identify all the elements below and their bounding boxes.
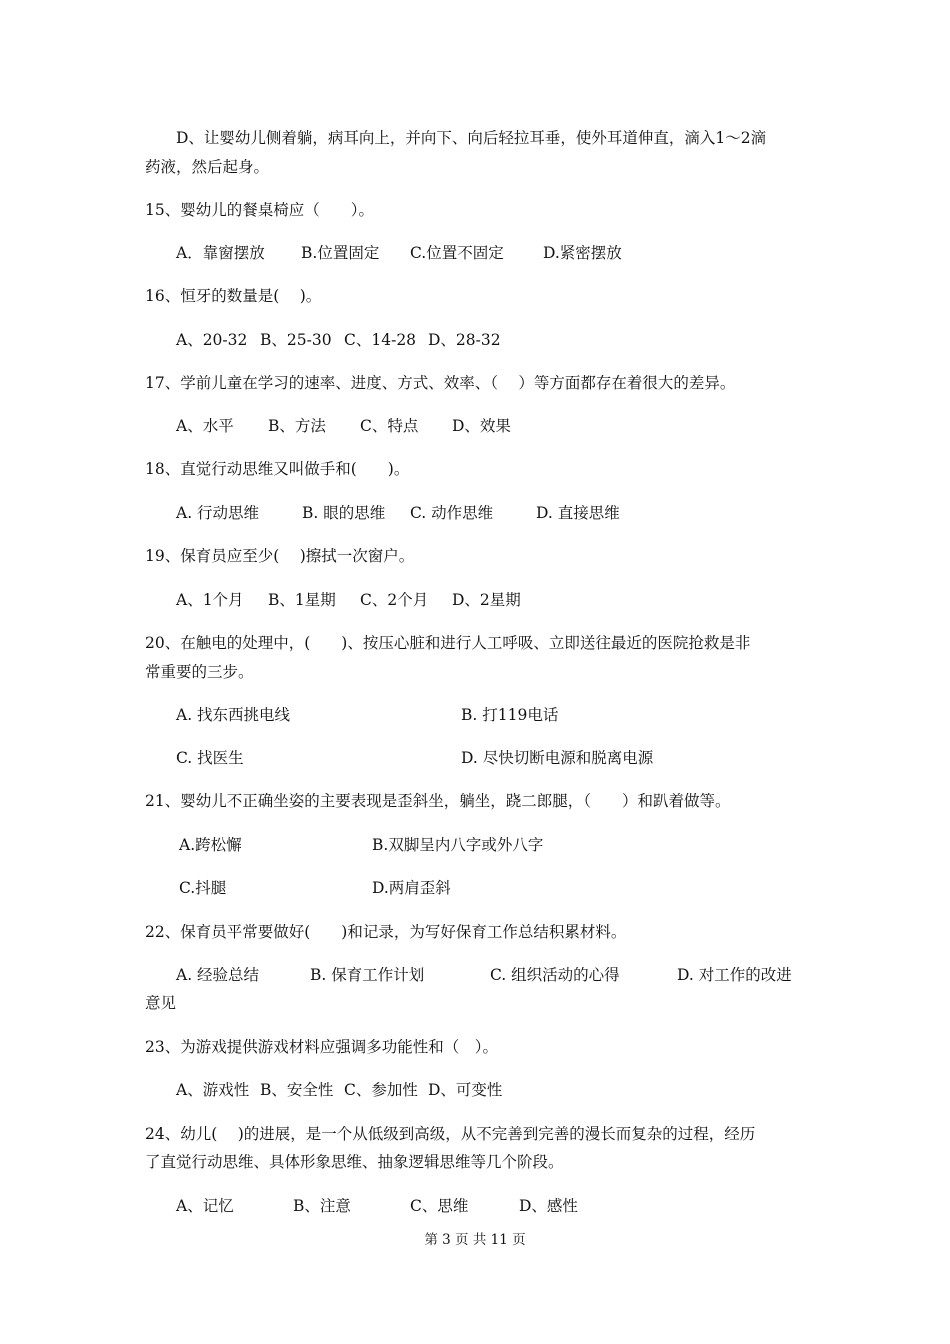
q18-stem: 18、直觉行动思维又叫做手和( )。 bbox=[145, 460, 410, 478]
q22-option-d-cont: 意见 bbox=[145, 994, 177, 1012]
q22-option-c: C. 组织活动的心得 bbox=[490, 966, 620, 984]
q14-option-d-line2: 药液，然后起身。 bbox=[145, 158, 270, 176]
q21-stem: 21、婴幼儿不正确坐姿的主要表现是歪斜坐，躺坐，跷二郎腿，（ ）和趴着做等。 bbox=[145, 792, 731, 810]
q20-option-d: D. 尽快切断电源和脱离电源 bbox=[461, 749, 654, 767]
q24-option-a: A、记忆 bbox=[176, 1197, 234, 1215]
q19-stem: 19、保育员应至少( )擦拭一次窗户。 bbox=[145, 547, 415, 565]
q17-stem: 17、学前儿童在学习的速率、进度、方式、效率、（ ）等方面都存在着很大的差异。 bbox=[145, 374, 736, 392]
q18-option-c: C. 动作思维 bbox=[410, 504, 494, 522]
q20-option-c: C. 找医生 bbox=[176, 749, 244, 767]
q17-option-a: A、水平 bbox=[176, 417, 234, 435]
q15-option-c: C.位置不固定 bbox=[410, 244, 504, 262]
q20-stem-line1: 20、在触电的处理中，( )、按压心脏和进行人工呼吸、立即送往最近的医院抢救是非 bbox=[145, 634, 751, 652]
q15-stem: 15、婴幼儿的餐桌椅应（ ）。 bbox=[145, 201, 374, 219]
q18-option-b: B. 眼的思维 bbox=[302, 504, 386, 522]
q21-option-d: D.两肩歪斜 bbox=[372, 879, 451, 897]
q24-option-d: D、感性 bbox=[519, 1197, 578, 1215]
q23-option-d: D、可变性 bbox=[428, 1081, 503, 1099]
q16-option-b: B、25-30 bbox=[260, 331, 332, 349]
q22-stem: 22、保育员平常要做好( )和记录，为写好保育工作总结积累材料。 bbox=[145, 923, 627, 941]
q21-option-c: C.抖腿 bbox=[179, 879, 227, 897]
q18-option-a: A. 行动思维 bbox=[176, 504, 260, 522]
q23-option-a: A、游戏性 bbox=[176, 1081, 250, 1099]
q23-option-b: B、安全性 bbox=[260, 1081, 334, 1099]
q14-option-d-line1: D、让婴幼儿侧着躺，病耳向上，并向下、向后轻拉耳垂，使外耳道伸直，滴入1～2滴 bbox=[176, 129, 767, 147]
q24-option-b: B、注意 bbox=[293, 1197, 351, 1215]
q16-stem: 16、恒牙的数量是( )。 bbox=[145, 287, 322, 305]
q20-stem-line2: 常重要的三步。 bbox=[145, 663, 254, 681]
q22-option-d: D. 对工作的改进 bbox=[677, 966, 792, 984]
q17-option-b: B、方法 bbox=[268, 417, 326, 435]
q22-option-a: A. 经验总结 bbox=[176, 966, 260, 984]
q16-option-d: D、28-32 bbox=[428, 331, 501, 349]
q21-option-b: B.双脚呈内八字或外八字 bbox=[372, 836, 544, 854]
page-footer: 第 3 页 共 11 页 bbox=[424, 1232, 526, 1248]
q21-option-a: A.跨松懈 bbox=[179, 836, 242, 854]
q17-option-c: C、特点 bbox=[360, 417, 419, 435]
q24-option-c: C、思维 bbox=[410, 1197, 469, 1215]
q15-option-b: B.位置固定 bbox=[301, 244, 380, 262]
q19-option-b: B、1星期 bbox=[268, 591, 336, 609]
q23-stem: 23、为游戏提供游戏材料应强调多功能性和（ ）。 bbox=[145, 1038, 498, 1056]
q20-option-b: B. 打119电话 bbox=[461, 706, 559, 724]
q19-option-a: A、1个月 bbox=[176, 591, 244, 609]
q19-option-d: D、2星期 bbox=[452, 591, 521, 609]
q23-option-c: C、参加性 bbox=[344, 1081, 418, 1099]
q22-option-b: B. 保育工作计划 bbox=[310, 966, 425, 984]
q15-option-a: A．靠窗摆放 bbox=[176, 244, 265, 262]
q24-stem-line1: 24、幼儿( )的进展，是一个从低级到高级，从不完善到完善的漫长而复杂的过程，经历 bbox=[145, 1125, 756, 1143]
q17-option-d: D、效果 bbox=[452, 417, 511, 435]
q24-stem-line2: 了直觉行动思维、具体形象思维、抽象逻辑思维等几个阶段。 bbox=[145, 1153, 564, 1171]
q18-option-d: D. 直接思维 bbox=[536, 504, 620, 522]
q20-option-a: A. 找东西挑电线 bbox=[176, 706, 291, 724]
q16-option-c: C、14-28 bbox=[344, 331, 417, 349]
q15-option-d: D.紧密摆放 bbox=[543, 244, 622, 262]
q19-option-c: C、2个月 bbox=[360, 591, 429, 609]
q16-option-a: A、20-32 bbox=[176, 331, 248, 349]
